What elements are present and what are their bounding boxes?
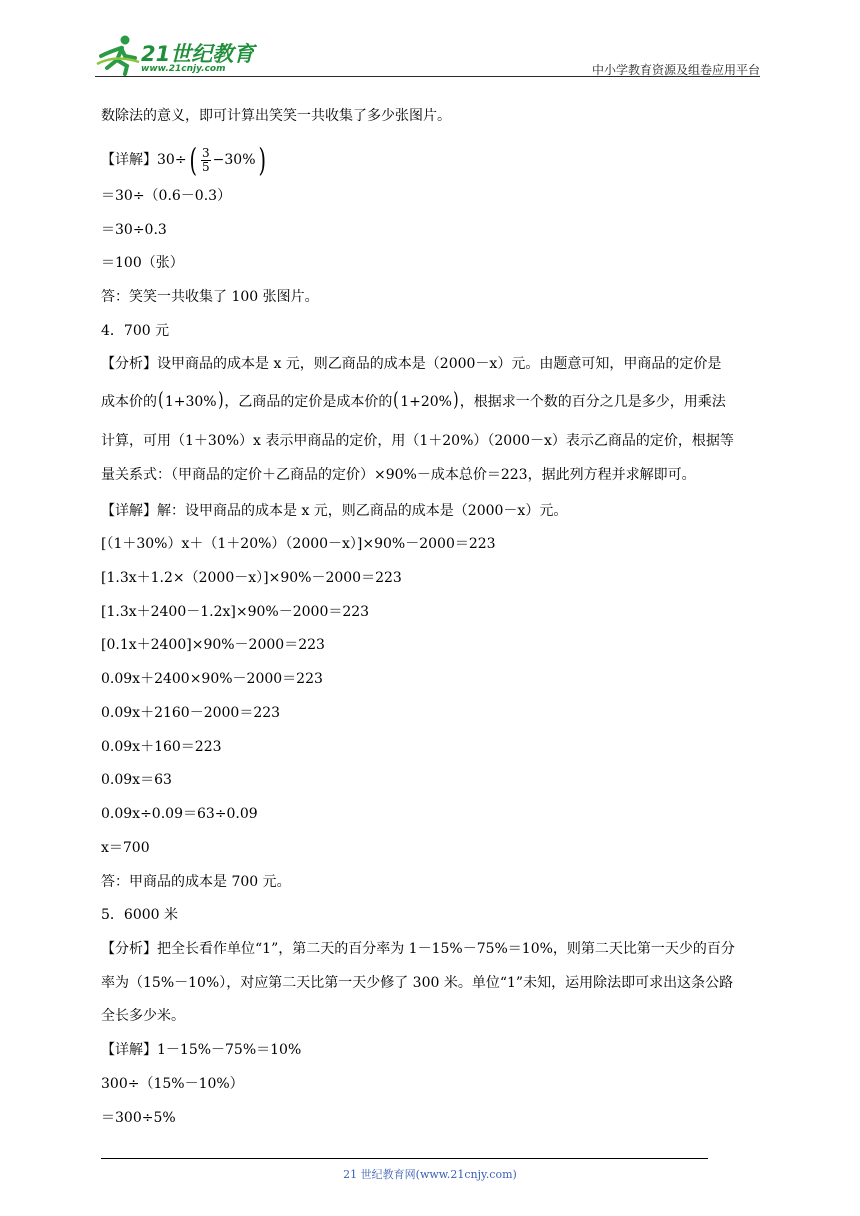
equation-line: [0.1x＋2400]×90%－2000＝223 [101, 637, 325, 653]
platform-name: 中小学教育资源及组卷应用平台 [591, 63, 760, 77]
text-span: ，乙商品的定价是成本价的 [224, 394, 393, 410]
fraction [201, 147, 211, 174]
expression: 1+30% [164, 394, 217, 410]
formula-prefix: 【详解】30÷ [101, 152, 187, 168]
left-paren: ( [189, 141, 197, 179]
right-paren: ) [453, 387, 459, 411]
text-line: 量关系式：（甲商品的定价＋乙商品的定价）×90%－成本总价＝223，据此列方程并求解即可。 [101, 467, 696, 483]
right-paren: ) [258, 141, 266, 179]
text-span: ，根据求一个数的百分之几是多少，用乘法 [459, 394, 726, 410]
equation-line: [（1＋30%）x＋（1＋20%）（2000－x）]×90%－2000＝223 [101, 536, 496, 552]
equation-line: 0.09x＋2160－2000＝223 [101, 705, 281, 721]
text-line: ＝100（张） [101, 255, 184, 271]
logo [95, 34, 265, 76]
equation-line: x＝700 [101, 840, 150, 856]
equation-line: [1.3x＋2400－1.2x]×90%－2000＝223 [101, 604, 370, 620]
text-span: 成本价的 [101, 394, 157, 410]
formula-line [101, 389, 726, 411]
text-line: 【分析】把全长看作单位“1”，第二天的百分率为 1－15%－75%＝10%，则第二天比第一天少的百分 [101, 941, 735, 957]
right-paren: ) [217, 387, 224, 411]
text-line: 率为（15%－10%），对应第二天比第一天少修了 300 米。单位“1”未知，运用除法即可求出这条公路 [101, 975, 734, 991]
header-divider [95, 76, 760, 77]
footer-text: 21 世纪教育网(www.21cnjy.com) [343, 1168, 517, 1181]
formula-line [101, 141, 268, 179]
text-line: 答：甲商品的成本是 700 元。 [101, 874, 291, 890]
logo-text: 21世纪教育 [141, 42, 255, 66]
equation-line: 300÷（15%－10%） [101, 1076, 244, 1092]
text-line: ＝30÷0.3 [101, 222, 167, 238]
text-line: 答：笑笑一共收集了 100 张图片。 [101, 289, 319, 305]
footer-divider [101, 1158, 708, 1159]
text-line: 【详解】1－15%－75%＝10% [101, 1042, 302, 1058]
question-heading: 4．700 元 [101, 323, 170, 339]
text-line: 全长多少米。 [101, 1008, 185, 1024]
fraction-denominator: 5 [202, 159, 210, 174]
equation-line: ＝300÷5% [101, 1110, 176, 1126]
formula-rest: −30% [212, 152, 256, 168]
text-line: 数除法的意义，即可计算出笑笑一共收集了多少张图片。 [101, 108, 451, 124]
expression: 1+20% [400, 394, 452, 410]
text-line: 计算，可用（1＋30%）x 表示甲商品的定价，用（1＋20%）（2000－x）表示乙商品的定价，根据等 [101, 433, 734, 449]
text-line: 【分析】设甲商品的成本是 x 元，则乙商品的成本是（2000－x）元。由题意可知，甲商品的定价是 [101, 356, 722, 372]
equation-line: 0.09x÷0.09＝63÷0.09 [101, 806, 258, 822]
left-paren: ( [158, 387, 164, 411]
formula-paren-group [187, 141, 268, 179]
text-line: ＝30÷（0.6－0.3） [101, 188, 232, 204]
equation-line: 0.09x＋160＝223 [101, 739, 222, 755]
text-line: 【详解】解：设甲商品的成本是 x 元，则乙商品的成本是（2000－x）元。 [101, 503, 568, 519]
fraction-numerator: 3 [202, 145, 210, 160]
runner-logo-icon [95, 34, 143, 76]
equation-line: [1.3x＋1.2×（2000－x）]×90%－2000＝223 [101, 570, 402, 586]
question-heading: 5．6000 米 [101, 907, 178, 923]
page-header [95, 30, 760, 80]
equation-line: 0.09x＝63 [101, 772, 172, 788]
left-paren: ( [393, 387, 400, 411]
equation-line: 0.09x＋2400×90%－2000＝223 [101, 671, 323, 687]
logo-url: www.21cnjy.com [141, 64, 226, 74]
